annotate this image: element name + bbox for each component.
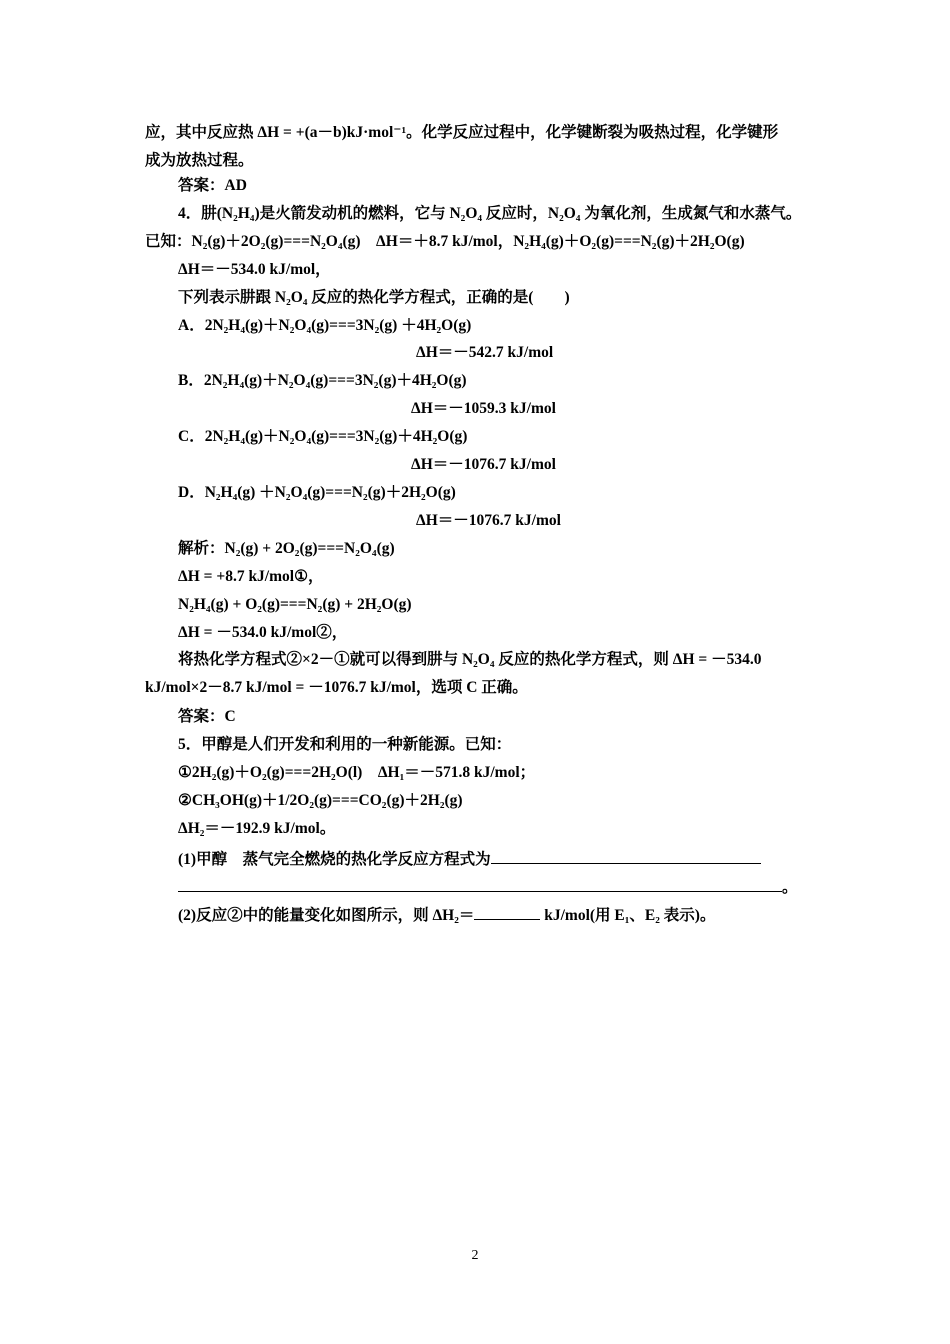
subquestion-2-text: (2)反应②中的能量变化如图所示，则 ΔH₂＝: [178, 907, 475, 924]
period: 。: [782, 879, 798, 896]
option-a-enthalpy: ΔH＝－542.7 kJ/mol: [416, 344, 554, 361]
text-line: ΔH＝－534.0 kJ/mol，: [178, 261, 331, 278]
analysis-line: 解析：N₂(g) + 2O₂(g)===N₂O₄(g): [178, 540, 395, 557]
option-b: B．2N₂H₄(g)＋N₂O₄(g)===3N₂(g)＋4H₂O(g): [178, 372, 467, 389]
subquestion-2-tail: kJ/mol(用 E₁、E₂ 表示)。: [544, 907, 716, 924]
text-line: 下列表示肼跟 N₂O₄ 反应的热化学方程式，正确的是( ): [178, 289, 570, 306]
option-c-enthalpy: ΔH＝－1076.7 kJ/mol: [411, 456, 556, 473]
subquestion-1-continuation: [178, 875, 798, 898]
text-line: 将热化学方程式②×2－①就可以得到肼与 N₂O₄ 反应的热化学方程式，则 ΔH = －534.0: [178, 651, 762, 668]
answer-line: 答案：AD: [178, 177, 247, 194]
subquestion-2: [178, 903, 715, 926]
answer-blank[interactable]: [474, 903, 540, 920]
answer-blank[interactable]: [178, 875, 782, 892]
subquestion-1: [178, 847, 761, 870]
text-line: 成为放热过程。: [145, 152, 254, 169]
text-line: N₂H₄(g) + O₂(g)===N₂(g) + 2H₂O(g): [178, 596, 412, 613]
option-c: C．2N₂H₄(g)＋N₂O₄(g)===3N₂(g)＋4H₂O(g): [178, 428, 468, 445]
answer-line: 答案：C: [178, 708, 236, 725]
option-b-enthalpy: ΔH＝－1059.3 kJ/mol: [411, 400, 556, 417]
subquestion-1-text: (1)甲醇 蒸气完全燃烧的热化学反应方程式为: [178, 851, 491, 868]
text-line: 已知：N₂(g)＋2O₂(g)===N₂O₄(g) ΔH＝＋8.7 kJ/mol，N₂H₄(g)＋O₂(g)===N₂(g)＋2H₂O(g): [145, 233, 745, 250]
page-number: 2: [471, 1248, 479, 1263]
answer-blank[interactable]: [491, 847, 761, 864]
text-line: ①2H₂(g)＋O₂(g)===2H₂O(l) ΔH₁＝－571.8 kJ/mol；: [178, 764, 536, 781]
option-d: D．N₂H₄(g) ＋N₂O₄(g)===N₂(g)＋2H₂O(g): [178, 484, 456, 501]
text-line: ΔH = －534.0 kJ/mol②，: [178, 624, 348, 641]
option-a: A．2N₂H₄(g)＋N₂O₄(g)===3N₂(g) ＋4H₂O(g): [178, 317, 472, 334]
text-line: 应，其中反应热 ΔH = +(a－b)kJ·mol⁻¹。化学反应过程中，化学键断裂为吸热过程，化学键形: [145, 124, 779, 141]
question-line: 5．甲醇是人们开发和利用的一种新能源。已知：: [178, 736, 512, 753]
option-d-enthalpy: ΔH＝－1076.7 kJ/mol: [416, 512, 561, 529]
question-line: 4．肼(N₂H₄)是火箭发动机的燃料，它与 N₂O₄ 反应时，N₂O₄ 为氧化剂，生成氮气和水蒸气。: [178, 205, 802, 222]
text-line: kJ/mol×2－8.7 kJ/mol = －1076.7 kJ/mol，选项 C 正确。: [145, 679, 528, 696]
text-line: ΔH = +8.7 kJ/mol①，: [178, 568, 324, 585]
text-line: ΔH₂＝－192.9 kJ/mol。: [178, 820, 336, 837]
text-line: ②CH₃OH(g)＋1/2O₂(g)===CO₂(g)＋2H₂(g): [178, 792, 463, 809]
